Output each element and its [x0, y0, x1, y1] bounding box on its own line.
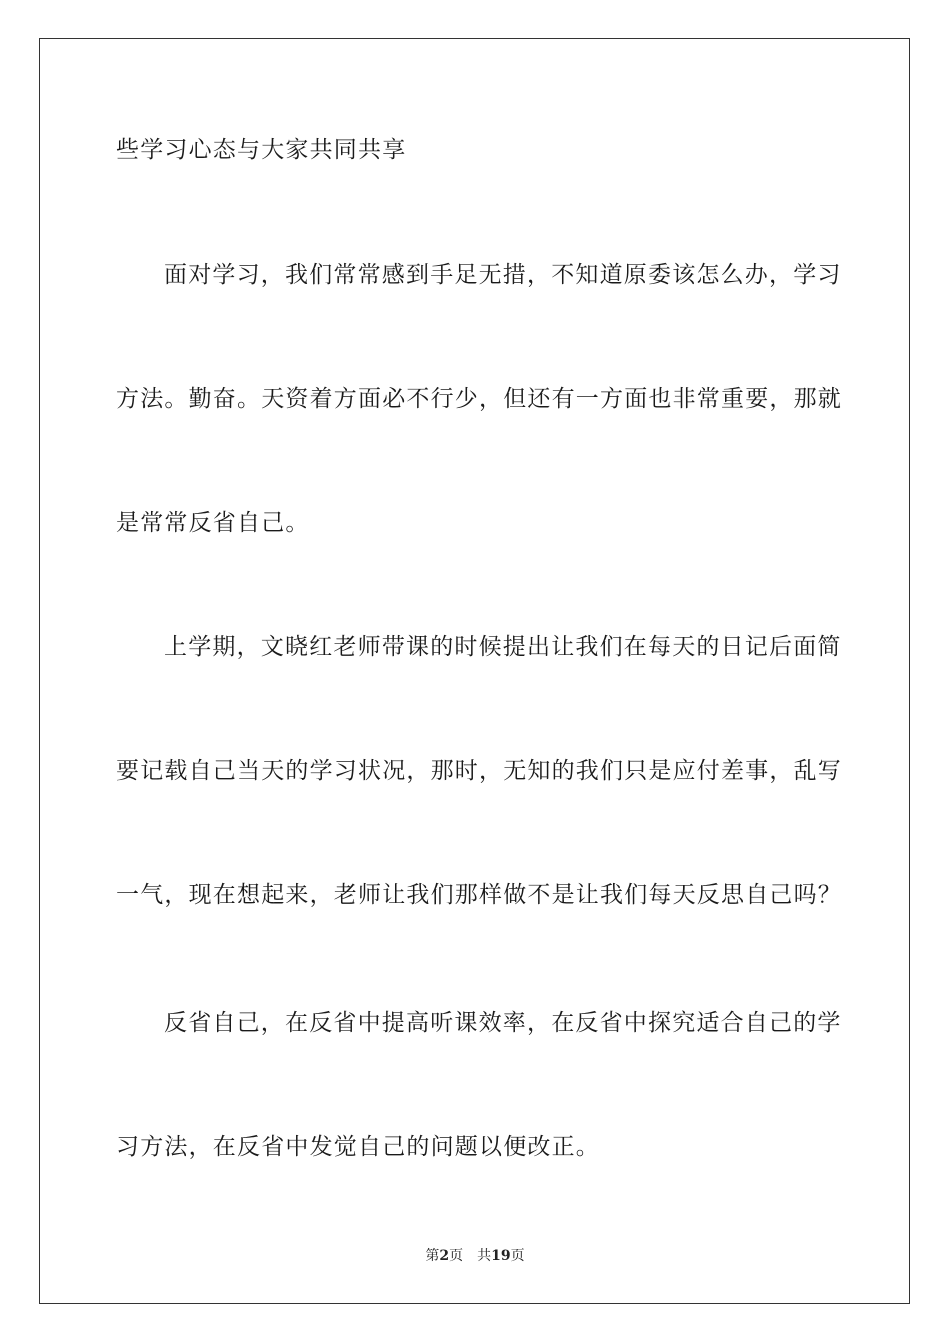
text-line-2: 面对学习，我们常常感到手足无措，不知道原委该怎么办，学习: [164, 262, 842, 288]
text-line-9: 习方法，在反省中发觉自己的问题以便改正。: [116, 1134, 600, 1160]
page-border: [39, 38, 910, 1304]
text-line-8: 反省自己，在反省中提高听课效率，在反省中探究适合自己的学: [164, 1010, 842, 1036]
page-footer: [0, 1246, 950, 1266]
text-line-1: 些学习心态与大家共同共享: [116, 137, 407, 163]
total-prefix: 共: [477, 1248, 492, 1264]
text-line-3: 方法。勤奋。天资着方面必不行少，但还有一方面也非常重要，那就: [116, 386, 842, 412]
page-suffix: 页: [449, 1248, 464, 1264]
page-number: 2: [439, 1248, 450, 1264]
total-suffix: 页: [510, 1248, 525, 1264]
text-line-7: 一气，现在想起来，老师让我们那样做不是让我们每天反思自己吗？: [116, 882, 842, 908]
text-line-5: 上学期，文晓红老师带课的时候提出让我们在每天的日记后面简: [164, 634, 842, 660]
page-prefix: 第: [425, 1248, 440, 1264]
text-line-4: 是常常反省自己。: [116, 510, 310, 536]
text-line-6: 要记载自己当天的学习状况，那时，无知的我们只是应付差事，乱写: [116, 758, 842, 784]
total-pages: 19: [491, 1248, 511, 1264]
